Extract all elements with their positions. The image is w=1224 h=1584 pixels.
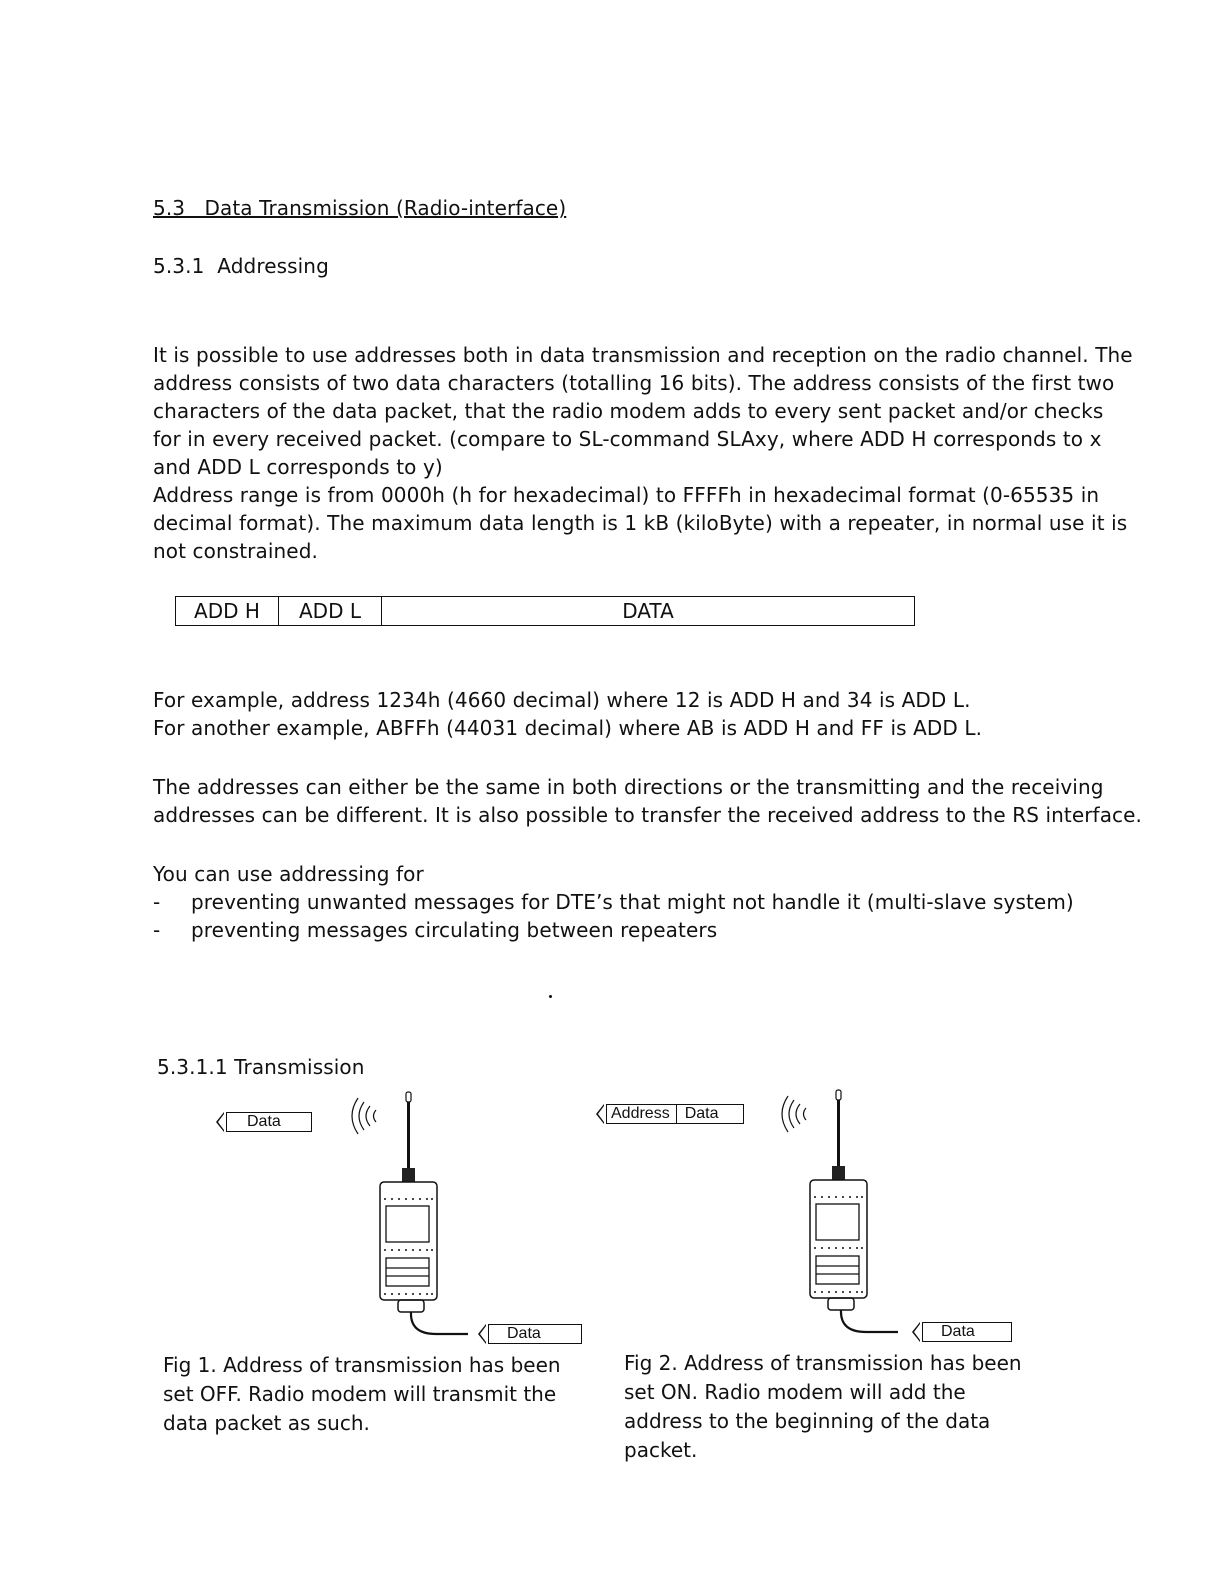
data-label: Data xyxy=(226,1112,312,1132)
intro-line: for in every received packet. (compare to SL-command SLAxy, where ADD H corresponds to x xyxy=(153,427,1102,451)
packet-arrow-icon xyxy=(478,1324,486,1344)
caption-line: set ON. Radio modem will add the xyxy=(624,1380,966,1404)
fig2-cable-data-tag xyxy=(912,1322,1012,1342)
transmission-heading: 5.3.1.1 Transmission xyxy=(157,1055,365,1079)
caption-line: address to the beginning of the data xyxy=(624,1409,991,1433)
uses-intro: You can use addressing for xyxy=(153,862,424,886)
fig1-cable-data-tag xyxy=(478,1324,582,1344)
packet-arrow-icon xyxy=(596,1104,604,1124)
intro-line: It is possible to use addresses both in data transmission and reception on the radio channel. The xyxy=(153,343,1133,367)
list-item xyxy=(153,888,1123,916)
fig2-radio-address-data-tag xyxy=(596,1104,744,1124)
example-line: For example, address 1234h (4660 decimal) where 12 is ADD H and 34 is ADD L. xyxy=(153,688,971,712)
intro-paragraph xyxy=(153,341,1133,565)
examples-paragraph xyxy=(153,686,1123,742)
intro-line: characters of the data packet, that the radio modem adds to every sent packet and/or checks xyxy=(153,399,1104,423)
intro-line: not constrained. xyxy=(153,539,318,563)
caption-line: packet. xyxy=(624,1438,698,1462)
address-label: Address xyxy=(606,1104,677,1124)
intro-line: and ADD L corresponds to y) xyxy=(153,455,443,479)
stray-dot xyxy=(549,995,552,998)
section-heading: 5.3 Data Transmission (Radio-interface) xyxy=(153,196,567,220)
add-l-cell: ADD L xyxy=(279,597,382,625)
example-line: For another example, ABFFh (44031 decimal) where AB is ADD H and FF is ADD L. xyxy=(153,716,983,740)
uses-section xyxy=(153,860,1123,944)
packet-arrow-icon xyxy=(912,1322,920,1342)
list-item-text: preventing unwanted messages for DTE’s that might not handle it (multi-slave system) xyxy=(191,890,1074,914)
intro-line: address consists of two data characters (totalling 16 bits). The address consists of the first two xyxy=(153,371,1115,395)
fig2-radio-modem-illustration xyxy=(770,1086,930,1346)
address-frame-table xyxy=(175,596,915,626)
bullet-dash: - xyxy=(153,918,161,942)
data-label: Data xyxy=(677,1104,744,1124)
fig2-caption xyxy=(624,1349,1022,1465)
data-label: Data xyxy=(922,1322,1012,1342)
directions-paragraph xyxy=(153,773,1143,829)
directions-line: addresses can be different. It is also possible to transfer the received address to the RS interface. xyxy=(153,803,1143,827)
bullet-dash: - xyxy=(153,890,161,914)
caption-line: set OFF. Radio modem will transmit the xyxy=(163,1382,557,1406)
intro-line: decimal format). The maximum data length is 1 kB (kiloByte) with a repeater, in normal use it is xyxy=(153,511,1128,535)
list-item xyxy=(153,916,1123,944)
data-label: Data xyxy=(488,1324,582,1344)
fig1-radio-modem-illustration xyxy=(340,1088,500,1348)
add-h-cell: ADD H xyxy=(176,597,279,625)
fig1-radio-data-tag xyxy=(216,1112,312,1132)
subsection-heading: 5.3.1 Addressing xyxy=(153,254,329,278)
caption-line: Fig 1. Address of transmission has been xyxy=(163,1353,561,1377)
packet-arrow-icon xyxy=(216,1112,224,1132)
caption-line: Fig 2. Address of transmission has been xyxy=(624,1351,1022,1375)
fig1-caption xyxy=(163,1351,561,1438)
directions-line: The addresses can either be the same in both directions or the transmitting and the receiving xyxy=(153,775,1104,799)
caption-line: data packet as such. xyxy=(163,1411,370,1435)
list-item-text: preventing messages circulating between repeaters xyxy=(191,918,718,942)
intro-line: Address range is from 0000h (h for hexadecimal) to FFFFh in hexadecimal format (0-65535 in xyxy=(153,483,1100,507)
data-cell: DATA xyxy=(622,599,674,623)
